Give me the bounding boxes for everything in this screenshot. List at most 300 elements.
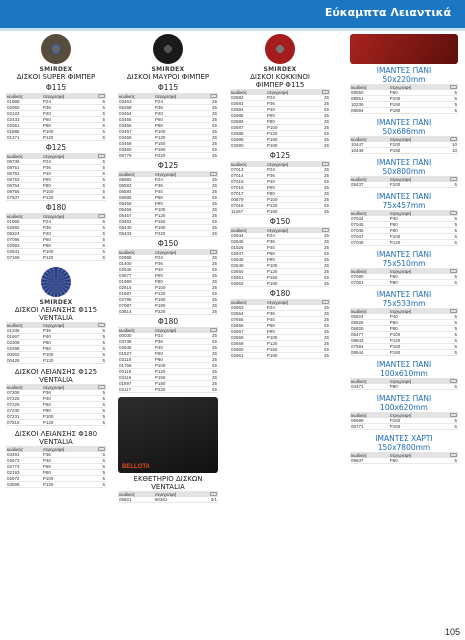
table-cell: P60 [266, 323, 312, 329]
product-table [118, 249, 218, 315]
table-cell: 5 [88, 99, 106, 105]
table-cell: 05433 [118, 231, 154, 237]
box-icon [450, 269, 457, 273]
table-cell: 02650 [230, 269, 266, 275]
table-cell: 25 [200, 177, 218, 183]
table-cell: 03457 [118, 129, 154, 135]
table-cell: 50381 [154, 497, 200, 503]
table-cell: 5 [439, 424, 458, 430]
table-cell: P60 [266, 251, 312, 257]
box-icon [450, 211, 457, 215]
table-cell: 25 [200, 381, 218, 387]
table-cell: 25 [200, 279, 218, 285]
table-cell: 25 [312, 269, 330, 275]
belt-title: ΙΜΑΝΤΕΣ ΠΑΝΙ [376, 360, 432, 369]
table-header-cell: κωδικός [350, 378, 389, 384]
table-cell: 25 [312, 353, 330, 359]
product-table [350, 136, 458, 154]
table-cell: 5 [88, 396, 106, 402]
table-cell: 05456 [118, 207, 154, 213]
table-cell: P60 [42, 402, 88, 408]
table-cell: P60 [154, 273, 200, 279]
brand-label: SMIRDEX [151, 66, 185, 73]
table-header-cell: κωδικός [230, 227, 266, 233]
table-cell: P40 [389, 314, 439, 320]
table-cell: 00679 [230, 197, 266, 203]
belt-size: 50x800mm [382, 167, 426, 176]
table-cell: 08843 [350, 338, 389, 344]
table-cell: P100 [266, 335, 312, 341]
belt-section [350, 360, 458, 390]
table-row [350, 182, 458, 188]
table-cell: 07080 [350, 274, 389, 280]
table-cell: 01336 [6, 328, 42, 334]
table-cell: 25 [200, 339, 218, 345]
table-cell: P40 [42, 334, 88, 340]
belt-title: ΙΜΑΝΤΕΣ ΠΑΝΙ [376, 250, 432, 259]
table-cell: 25 [200, 105, 218, 111]
table-cell: 5 [88, 177, 106, 183]
table-cell: P60 [42, 464, 88, 470]
belt-size: 50x220mm [382, 75, 426, 84]
table-cell: P24 [154, 99, 200, 105]
page-title: Εύκαμπτα Λειαντικά [324, 6, 451, 19]
table-cell: 5 [439, 418, 458, 424]
table-cell: 08551 [350, 96, 389, 102]
table-header-cell: περιγραφή [389, 378, 439, 384]
size-heading: Φ180 [45, 203, 67, 212]
table-header-cell: περιγραφή [42, 446, 88, 452]
table-cell: 5 [88, 243, 106, 249]
table-cell: P100 [389, 96, 439, 102]
table-cell: 03455 [118, 117, 154, 123]
table-cell: 05457 [118, 213, 154, 219]
table-cell: 02661 [230, 353, 266, 359]
table-cell: 25 [200, 363, 218, 369]
product-table [118, 171, 218, 237]
table-cell: 5 [88, 105, 106, 111]
column-black-fiber [118, 34, 218, 503]
table-cell: 00663 [6, 352, 42, 358]
table-cell: P120 [266, 131, 312, 137]
table-cell: 03599 [6, 482, 42, 488]
table-cell: 03452 [118, 219, 154, 225]
table-cell: 25 [312, 107, 330, 113]
product-subtitle: VENTALIA [39, 438, 73, 446]
table-cell: 25 [200, 219, 218, 225]
table-cell: 02685 [230, 113, 266, 119]
table-cell: 25 [312, 191, 330, 197]
table-cell: 05771 [350, 424, 389, 430]
table-cell: 02660 [230, 347, 266, 353]
table-cell: P80 [389, 228, 439, 234]
table-cell: 25 [312, 329, 330, 335]
table-cell: 25 [312, 341, 330, 347]
table-cell: 5 [439, 90, 458, 96]
table-cell: 08550 [350, 90, 389, 96]
table-cell: 25 [312, 143, 330, 149]
table-cell: 5 [439, 344, 458, 350]
table-cell: 5 [439, 326, 458, 332]
table-cell: 25 [312, 323, 330, 329]
table-row [350, 240, 458, 246]
size-heading: Φ115 [45, 83, 67, 92]
table-cell: P40 [42, 396, 88, 402]
table-header-cell: περιγραφή [42, 322, 88, 328]
table-cell: 5 [439, 338, 458, 344]
table-cell: 5 [439, 182, 458, 188]
table-row [230, 353, 330, 359]
table-cell: 07015 [230, 179, 266, 185]
box-icon [450, 453, 457, 457]
table-cell: 5 [439, 458, 458, 464]
box-icon [98, 214, 105, 218]
size-heading: Φ125 [157, 161, 179, 170]
product-table [350, 412, 458, 430]
table-cell: P180 [266, 143, 312, 149]
table-cell: 02647 [230, 251, 266, 257]
table-cell: P40 [42, 458, 88, 464]
table-header-cell: περιγραφή [389, 308, 439, 314]
table-row [230, 209, 330, 215]
table-cell: 07018 [230, 203, 266, 209]
belt-size: 50x686mm [382, 127, 426, 136]
product-table [350, 84, 458, 114]
table-cell: 5 [439, 350, 458, 356]
product-table [6, 153, 106, 201]
table-cell: 5 [88, 135, 106, 141]
table-cell: 25 [312, 251, 330, 257]
table-cell: 07016 [230, 185, 266, 191]
table-cell: P40 [154, 345, 200, 351]
table-cell: 5 [88, 117, 106, 123]
table-cell: 25 [200, 135, 218, 141]
table-cell: P36 [42, 225, 88, 231]
table-cell: P60 [154, 351, 200, 357]
table-cell: 25 [312, 197, 330, 203]
table-cell: P24 [266, 305, 312, 311]
size-heading: Φ150 [157, 239, 179, 248]
product-title: ΔΙΣΚΟΙ ΚΟΚΚΙΝΟΙ [250, 73, 310, 81]
table-cell: P100 [42, 352, 88, 358]
box-icon [98, 323, 105, 327]
table-cell: 07655 [230, 317, 266, 323]
table-cell: 07046 [350, 228, 389, 234]
belt-section [350, 290, 458, 356]
table-header-cell: περιγραφή [389, 136, 439, 142]
table-cell: P150 [154, 219, 200, 225]
table-cell: 25 [312, 131, 330, 137]
table-cell: 01990 [118, 279, 154, 285]
table-cell: 25 [312, 209, 330, 215]
table-header-cell: περιγραφή [154, 93, 200, 99]
table-cell: 25 [200, 207, 218, 213]
table-cell: 5 [88, 183, 106, 189]
table-cell: P80 [154, 357, 200, 363]
table-cell: P80 [389, 326, 439, 332]
table-cell: P80 [154, 201, 200, 207]
super-fiber-disc-image [41, 34, 71, 64]
table-cell: 01667 [6, 334, 42, 340]
box-icon [322, 162, 329, 166]
table-row [350, 350, 458, 356]
table-cell: 5 [439, 222, 458, 228]
table-header-cell: κωδικός [6, 322, 42, 328]
table-cell: 07044 [350, 216, 389, 222]
table-cell: 05825 [350, 320, 389, 326]
page-number: 105 [444, 627, 460, 637]
table-cell: 07306 [6, 390, 42, 396]
box-icon [322, 228, 329, 232]
table-cell: P24 [42, 99, 88, 105]
table-cell: 25 [200, 369, 218, 375]
box-icon [210, 250, 217, 254]
table-cell: 25 [200, 225, 218, 231]
table-cell: 25 [200, 285, 218, 291]
table-cell: 07231 [6, 414, 42, 420]
table-cell: P150 [266, 209, 312, 215]
table-cell: 5 [439, 274, 458, 280]
table-cell: 02433 [6, 117, 42, 123]
table-cell: 25 [312, 347, 330, 353]
table-cell: P100 [266, 125, 312, 131]
table-cell: 5 [439, 240, 458, 246]
table-cell: 01887 [118, 291, 154, 297]
product-table [350, 308, 458, 356]
table-header-cell: περιγραφή [42, 153, 88, 159]
table-cell: 5 [88, 414, 106, 420]
table-header-cell: περιγραφή [389, 452, 439, 458]
table-cell: 25 [200, 195, 218, 201]
table-cell: 09637 [350, 458, 389, 464]
table-cell: P150 [266, 137, 312, 143]
table-cell: 25 [312, 233, 330, 239]
table-header-cell: περιγραφή [42, 93, 88, 99]
table-cell: P40 [266, 317, 312, 323]
table-cell: 02644 [230, 233, 266, 239]
table-cell: P120 [42, 420, 88, 426]
belt-title: ΙΜΑΝΤΕΣ ΠΑΝΙ [376, 192, 432, 201]
table-cell: 06456 [118, 201, 154, 207]
table-cell: 06595 [350, 418, 389, 424]
table-cell: P40 [266, 245, 312, 251]
table-header-cell: κωδικός [350, 84, 389, 90]
table-cell: 25 [200, 153, 218, 159]
table-cell: 07087 [118, 303, 154, 309]
table-cell: 25 [200, 147, 218, 153]
table-cell: P60 [154, 195, 200, 201]
table-header-cell: κωδικός [350, 210, 389, 216]
table-row [6, 420, 106, 426]
table-cell: 5 [439, 228, 458, 234]
table-cell: P24 [42, 219, 88, 225]
table-cell: P100 [154, 285, 200, 291]
table-cell: 25 [200, 123, 218, 129]
table-cell: P150 [154, 297, 200, 303]
table-cell: 5 [88, 482, 106, 488]
table-row [6, 255, 106, 261]
table-cell: 25 [312, 281, 330, 287]
table-cell: 5 [88, 219, 106, 225]
table-cell: 11267 [230, 209, 266, 215]
table-row [118, 309, 218, 315]
table-cell: P60 [42, 340, 88, 346]
table-cell: P150 [154, 375, 200, 381]
product-table [350, 378, 458, 390]
table-cell: P100 [389, 142, 439, 148]
table-cell: 25 [312, 263, 330, 269]
table-cell: P120 [42, 255, 88, 261]
table-header-cell: κωδικός [118, 327, 154, 333]
table-cell: 25 [200, 201, 218, 207]
table-cell: P36 [42, 452, 88, 458]
table-cell: 5 [88, 346, 106, 352]
table-cell: 00425 [6, 358, 42, 364]
table-cell: P40 [42, 111, 88, 117]
table-row [350, 384, 458, 390]
table-cell: P60 [389, 274, 439, 280]
table-cell: 03460 [118, 147, 154, 153]
belt-title: ΙΜΑΝΤΕΣ ΠΑΝΙ [376, 66, 432, 75]
table-cell: 02654 [230, 311, 266, 317]
box-icon [450, 85, 457, 89]
table-cell: 07048 [350, 240, 389, 246]
table-cell: P150 [389, 148, 439, 154]
table-cell: P80 [389, 384, 439, 390]
belt-size: 100x610mm [380, 369, 428, 378]
table-cell: 01966 [6, 219, 42, 225]
table-cell: 03614 [118, 309, 154, 315]
table-cell: 00119 [118, 369, 154, 375]
table-cell: 07013 [230, 167, 266, 173]
table-header-cell: περιγραφή [266, 161, 312, 167]
table-cell: 10448 [350, 148, 389, 154]
table-cell: P120 [266, 269, 312, 275]
table-cell: 02656 [230, 323, 266, 329]
table-cell: P180 [154, 303, 200, 309]
table-cell: 25 [312, 173, 330, 179]
table-cell: 5 [88, 159, 106, 165]
size-heading: Φ180 [269, 289, 291, 298]
belt-section [350, 158, 458, 188]
table-cell: 03456 [118, 123, 154, 129]
table-cell: P100 [42, 129, 88, 135]
table-cell: 25 [312, 203, 330, 209]
table-header-cell: κωδικός [6, 384, 42, 390]
table-cell: P180 [154, 147, 200, 153]
table-cell: P150 [389, 102, 439, 108]
table-cell: P180 [389, 350, 439, 356]
red-fiber-disc-image [265, 34, 295, 64]
belt-size: 100x620mm [380, 403, 428, 412]
table-cell: 25 [200, 309, 218, 315]
table-header-cell: κωδικός [6, 153, 42, 159]
product-table [350, 268, 458, 286]
box-icon [450, 137, 457, 141]
table-header-cell: περιγραφή [154, 171, 200, 177]
table-cell: 25 [312, 113, 330, 119]
table-header-cell: περιγραφή [266, 227, 312, 233]
table-cell: 25 [200, 333, 218, 339]
table-cell: 03459 [118, 141, 154, 147]
table-cell: 02060 [6, 105, 42, 111]
table-cell: 02093 [6, 243, 42, 249]
table-cell: P80 [42, 470, 88, 476]
table-cell: 25 [312, 125, 330, 131]
table-cell: P150 [389, 344, 439, 350]
brand-label: SMIRDEX [39, 66, 73, 73]
table-header-cell: κωδικός [350, 176, 389, 182]
table-cell: 25 [200, 141, 218, 147]
product-subtitle: VENTALIA [151, 483, 185, 491]
table-cell: 03118 [118, 357, 154, 363]
table-cell: 03677 [118, 273, 154, 279]
box-icon [210, 492, 217, 496]
table-cell: P120 [154, 291, 200, 297]
belt-size: 75x510mm [382, 259, 426, 268]
table-cell: 02308 [6, 340, 42, 346]
size-heading: Φ125 [269, 151, 291, 160]
table-cell: P36 [154, 339, 200, 345]
belt-section [350, 66, 458, 114]
table-cell: P24 [266, 167, 312, 173]
table-cell: P100 [154, 207, 200, 213]
table-cell: P100 [42, 189, 88, 195]
table-cell: P36 [42, 390, 88, 396]
table-cell: 07225 [6, 396, 42, 402]
table-cell: 2/1 [200, 497, 218, 503]
table-cell: 02193 [6, 470, 42, 476]
table-cell: 02117 [118, 387, 154, 393]
table-cell: 07045 [350, 222, 389, 228]
table-header-cell: κωδικός [230, 89, 266, 95]
table-cell: 5 [88, 470, 106, 476]
table-cell: 5 [439, 102, 458, 108]
table-header-cell: περιγραφή [42, 384, 88, 390]
table-header-cell: κωδικός [350, 308, 389, 314]
table-cell: 05821 [118, 497, 154, 503]
table-cell: P120 [42, 482, 88, 488]
product-table [6, 213, 106, 261]
table-cell: P150 [266, 275, 312, 281]
table-cell: 02774 [6, 464, 42, 470]
table-cell: 25 [200, 303, 218, 309]
table-cell: 02972 [6, 476, 42, 482]
table-cell: P150 [266, 347, 312, 353]
table-cell: 06753 [6, 177, 42, 183]
header-divider [0, 28, 465, 31]
size-heading: Φ150 [269, 217, 291, 226]
bellota-logo: BELLOTA [122, 464, 150, 470]
table-row [350, 424, 458, 430]
table-row [350, 280, 458, 286]
display-box-image [118, 397, 218, 473]
table-cell: P36 [42, 328, 88, 334]
table-cell: 25 [200, 183, 218, 189]
box-icon [450, 177, 457, 181]
table-cell: 07516 [6, 420, 42, 426]
table-cell: 25 [312, 185, 330, 191]
table-cell: P80 [42, 183, 88, 189]
table-cell: 25 [312, 317, 330, 323]
table-cell: 02684 [230, 107, 266, 113]
table-row [118, 153, 218, 159]
column-belts [350, 34, 458, 468]
table-cell: P120 [389, 338, 439, 344]
belt-section [350, 118, 458, 154]
table-header-cell: κωδικός [230, 299, 266, 305]
brand-label: SMIRDEX [263, 66, 297, 73]
